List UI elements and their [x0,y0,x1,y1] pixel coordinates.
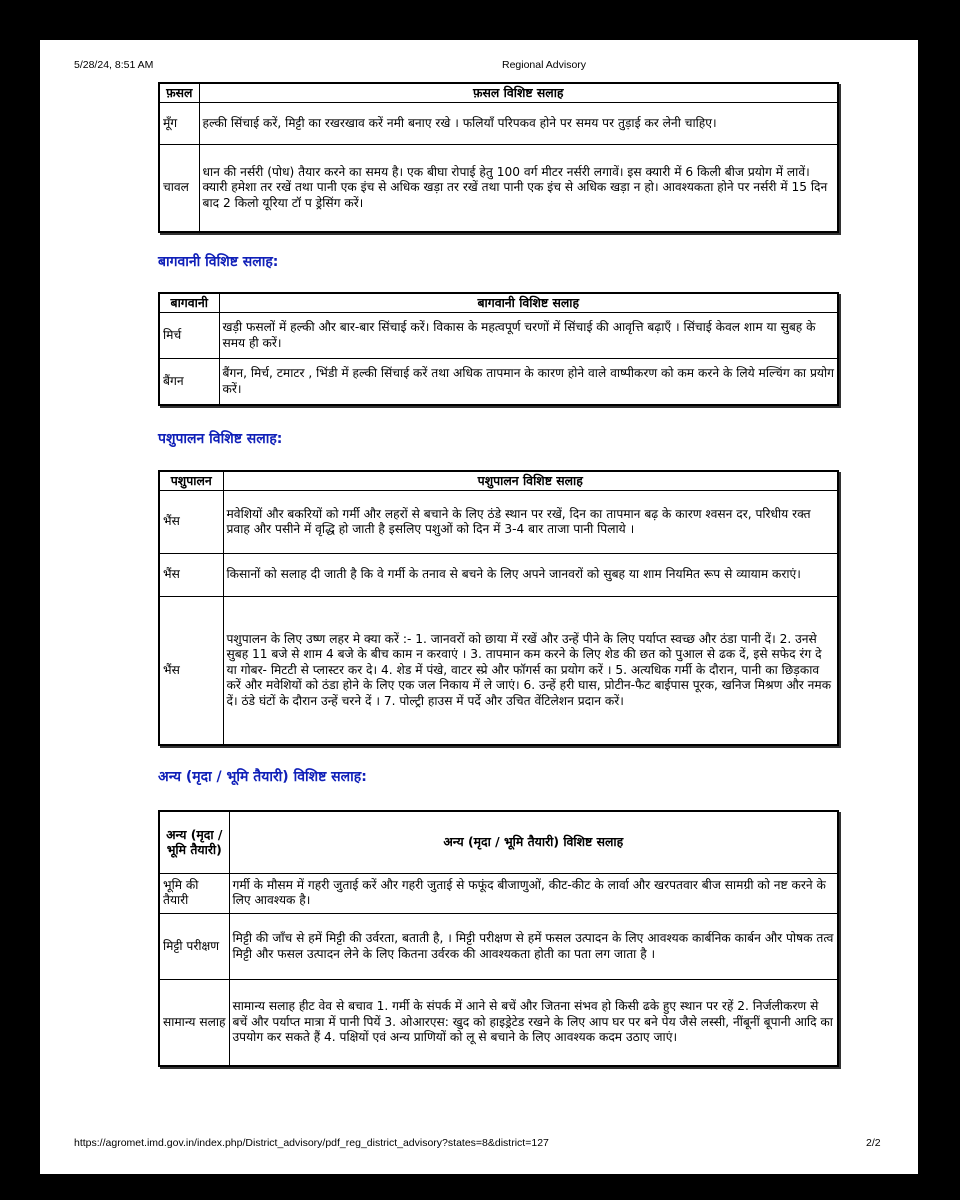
horticulture-advice: खड़ी फसलों में हल्की और बार-बार सिंचाई करें। विकास के महत्वपूर्ण चरणों में सिंचाई की आवृत्ति बढ़ाएँ । सिंचाई केवल शाम या सुबह के समय ही करें। [219,312,838,358]
other-topic-name: मिट्टी परीक्षण [159,913,229,979]
other-advice: गर्मी के मौसम में गहरी जुताई करें और गहरी जुताई से फफूंद बीजाणुओं, कीट-कीट के लार्वा और खरपतवार बीज सामग्री को नष्ट करने के लिए आवश्यक है। [229,873,838,913]
source-url: https://agromet.imd.gov.in/index.php/District_advisory/pdf_reg_district_advisory?states=8&district=127 [74,1137,549,1149]
table-row [159,145,838,232]
document-title: Regional Advisory [502,59,587,71]
horticulture-crop-name: मिर्च [159,312,219,358]
table-row [159,554,838,597]
table-row [159,359,838,405]
animal-advice: पशुपालन के लिए उष्ण लहर मे क्या करें :- 1. जानवरों को छाया में रखें और उन्हें पीने के लिए पर्याप्त स्वच्छ और ठंडा पानी दें। 2. उनसे सुबह 11 बजे से शाम 4 बजे के बीच काम न करवाएं । 3. तापमान कम करने के लिए शेड की छत को पुआल से ढक दें, इसे सफेद रंग दे या गोबर- मिटटी से प्लास्टर कर दे। 4. शेड में पंखे, वाटर स्प्रे और फॉगर्स का प्रयोग करें । 5. अत्यधिक गर्मी के दौरान, पानी का छिड़काव करें और मवेशियों को ठंडा होने के लिए एक जल निकाय में ले जाएं। 6. उन्हें हरी घास, प्रोटीन-फैट बाईपास पूरक, खनिज मिश्रण और नमक दें। ठंडे घंटों के दौरान उन्हें चरने दें । 7. पोल्ट्री हाउस में पर्दे और उचित वेंटिलेशन प्रदान करें। [223,596,838,745]
table-row [159,312,838,358]
horticulture-advice-col-header: बागवानी विशिष्ट सलाह [219,293,838,312]
other-col-header: अन्य (मृदा / भूमि तैयारी) [159,811,229,873]
horticulture-col-header: बागवानी [159,293,219,312]
animal-name: भैंस [159,491,223,554]
crop-advisory-table [158,82,839,233]
other-advice: मिट्टी की जाँच से हमें मिट्टी की उर्वरता, बताती है, । मिट्टी परीक्षण से हमें फसल उत्पादन के लिए आवश्यक कार्बनिक कार्बन और पोषक तत्व मिट्टी और फसल उत्पादन लेने के लिए कितना उर्वरक की आवश्यकता होती का पता लग जाता है । [229,913,838,979]
table-row [159,102,838,144]
other-topic-name: भूमि की तैयारी [159,873,229,913]
other-topic-name: सामान्य सलाह [159,980,229,1066]
animal-name: भैंस [159,596,223,745]
table-row [159,491,838,554]
crop-advice: हल्की सिंचाई करें, मिट्टी का रखरखाव करें नमी बनाए रखे । फलियाँ परिपकव होने पर समय पर तुड़ाई कर लेनी चाहिए। [199,102,838,144]
horticulture-advice: बैंगन, मिर्च, टमाटर , भिंडी में हल्की सिंचाई करें तथा अधिक तापमान के कारण होने वाले वाष्पीकरण को कम करने के लिये मल्चिंग का प्रयोग करें। [219,359,838,405]
table-row [159,596,838,745]
table-row [159,873,838,913]
print-datetime: 5/28/24, 8:51 AM [74,59,154,71]
crop-advice-col-header: फ़सल विशिष्ट सलाह [199,83,838,102]
horticulture-heading: बागवानी विशिष्ट सलाह: [158,254,279,270]
horticulture-advisory-table [158,292,839,406]
table-row [159,913,838,979]
animal-col-header: पशुपालन [159,471,223,491]
horticulture-crop-name: बैंगन [159,359,219,405]
crop-col-header: फ़सल [159,83,199,102]
animal-advice: किसानों को सलाह दी जाती है कि वे गर्मी के तनाव से बचने के लिए अपने जानवरों को सुबह या शाम नियमित रूप से व्यायाम कराएं। [223,554,838,597]
other-advice: सामान्य सलाह हीट वेव से बचाव 1. गर्मी के संपर्क में आने से बचें और जितना संभव हो किसी ढके हुए स्थान पर रहें 2. निर्जलीकरण से बचें और पर्याप्त मात्रा में पानी पियें 3. ओआरएस: खुद को हाइड्रेटेड रखने के लिए आप घर पर बने पेय जैसे लस्सी, नींबूनीं बूपानी आदि का उपयोग कर सकते हैं 4. पक्षियों एवं अन्य प्राणियों को लू से बचाने के लिए आवश्यक कदम उठाए जाएं। [229,980,838,1066]
document-page [40,40,918,1174]
animal-husbandry-heading: पशुपालन विशिष्ट सलाह: [158,431,283,447]
other-advisory-table [158,810,839,1067]
crop-name: मूँग [159,102,199,144]
animal-husbandry-advisory-table [158,470,839,746]
table-row [159,980,838,1066]
other-advisory-heading: अन्य (मृदा / भूमि तैयारी) विशिष्ट सलाह: [158,769,367,785]
other-advice-col-header: अन्य (मृदा / भूमि तैयारी) विशिष्ट सलाह [229,811,838,873]
animal-advice: मवेशियों और बकरियों को गर्मी और लहरों से बचाने के लिए ठंडे स्थान पर रखें, दिन का तापमान बढ़ के कारण श्वसन दर, परिधीय रक्त प्रवाह और पसीने में वृद्धि हो जाती है इसलिए पशुओं को दिन में 3-4 बार ताजा पानी पिलाये । [223,491,838,554]
crop-name: चावल [159,145,199,232]
page-number: 2/2 [866,1137,881,1149]
animal-advice-col-header: पशुपालन विशिष्ट सलाह [223,471,838,491]
crop-advice: धान की नर्सरी (पोध) तैयार करने का समय है। एक बीघा रोपाई हेतु 100 वर्ग मीटर नर्सरी लगावें। इस क्यारी में 6 किली बीज प्रयोग में लावें। क्यारी हमेशा तर रखें तथा पानी एक इंच से अधिक खड़ा तर रखें तथा पानी एक इंच से अधिक खड़ा न हो। आवश्यकता होने पर नर्सरी में 15 दिन बाद 2 किलो यूरिया टॉ प ड्रेसिंग करें। [199,145,838,232]
animal-name: भैंस [159,554,223,597]
